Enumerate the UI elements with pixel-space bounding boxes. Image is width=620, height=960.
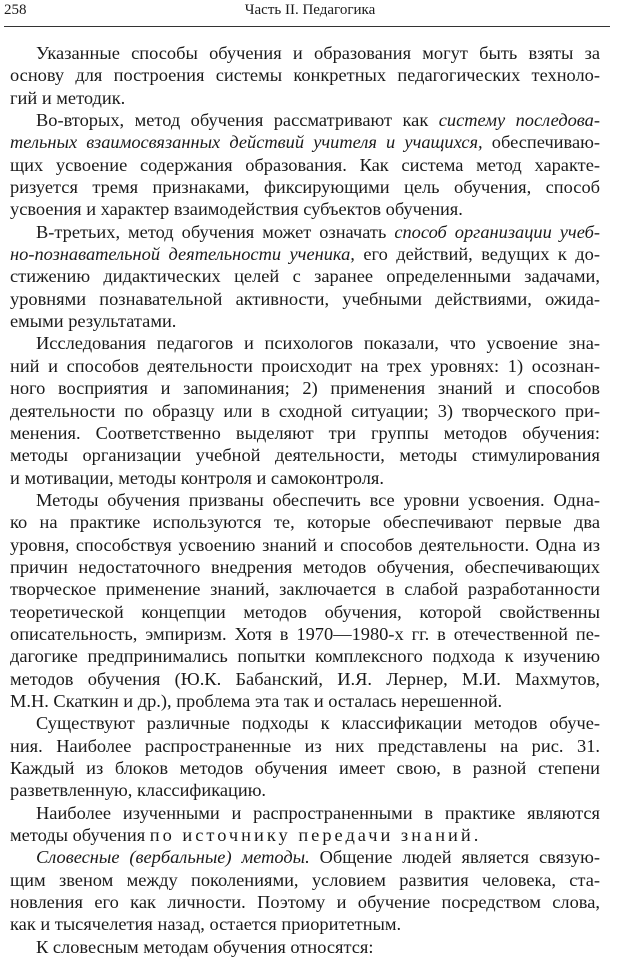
text-line	[10, 332, 600, 354]
page-number: 258	[4, 2, 27, 18]
text-line	[10, 735, 600, 757]
page-header	[0, 2, 620, 24]
text-line	[10, 846, 600, 868]
text-line	[10, 400, 600, 422]
text-line	[10, 176, 600, 198]
text-line	[10, 578, 600, 600]
text-line	[10, 489, 600, 511]
text-segment: Каждый из блоков методов обучения имеет свою, в разной степени	[10, 758, 600, 778]
text-line	[10, 64, 600, 86]
text-segment: усвоения и характер взаимодействия субъектов обучения.	[10, 199, 463, 220]
text-segment: Общение людей является связую-	[309, 847, 600, 868]
text-line	[10, 511, 600, 533]
text-segment: К словесным методам обучения относятся:	[36, 936, 374, 957]
text-line	[10, 444, 600, 466]
text-segment: ного восприятия и запоминания; 2) применения знаний и способов	[10, 378, 600, 399]
text-segment: Наиболее изученными и распространенными в практике являются	[36, 802, 600, 823]
text-line	[10, 869, 600, 891]
text-line	[10, 556, 600, 578]
text-line	[10, 154, 600, 176]
text-line	[10, 198, 600, 220]
text-line	[10, 645, 600, 667]
running-head: Часть II. Педагогика	[244, 2, 376, 18]
header-rule	[4, 26, 610, 27]
text-segment: как и тысячелетия назад, остается приоритетным.	[10, 914, 402, 935]
text-segment: новления его как личности. Поэтому и обучение посредством слова,	[10, 892, 600, 913]
text-line	[10, 936, 600, 958]
text-line	[10, 891, 600, 913]
text-segment: Исследования педагогов и психологов показали, что усвоение зна-	[36, 333, 600, 354]
text-line	[10, 467, 600, 489]
text-segment: разветвленную, классификацию.	[10, 780, 267, 801]
text-segment: дагогике предпринимались попытки комплексного подхода к изучению	[10, 646, 600, 667]
text-segment: Указанные способы обучения и образования могут быть взяты за	[36, 43, 600, 63]
text-segment: ния. Наиболее распространенные из них представлены на рис. 31.	[10, 735, 600, 756]
text-line	[10, 42, 600, 64]
text-line	[10, 131, 600, 153]
italic-text: Словесные (вербальные) методы.	[36, 847, 310, 868]
text-line	[10, 310, 600, 332]
text-segment: методы организации учебной деятельности, методы стимулирования	[10, 445, 600, 466]
text-line	[10, 87, 600, 109]
text-line	[10, 757, 600, 779]
italic-text: систему последова-	[438, 110, 600, 131]
text-line	[10, 534, 600, 556]
text-line	[10, 690, 600, 712]
text-line	[10, 288, 600, 310]
spaced-text: по источнику передачи знаний.	[149, 825, 482, 846]
text-segment: ризуется тремя признаками, фиксирующими цель обучения, способ	[10, 177, 600, 198]
text-line	[10, 265, 600, 287]
text-segment: В-третьих, метод обучения может означать	[36, 221, 395, 242]
text-segment: методы обучения	[10, 825, 150, 846]
text-segment: М.Н. Скаткин и др.), проблема эта так и осталась нерешенной.	[10, 690, 503, 711]
text-segment: емыми результатами.	[10, 311, 177, 332]
text-segment: основу для построения системы конкретных педагогических техноло-	[10, 65, 600, 86]
text-line	[10, 712, 600, 734]
italic-text: но-познавательной деятельности ученика,	[10, 244, 355, 265]
text-segment: уровня, способствуя усвоению знаний и способов деятельности. Одна из	[10, 534, 600, 555]
text-segment: ний и способов деятельности происходит на трех уровнях: 1) осознан-	[10, 355, 600, 376]
text-line	[10, 802, 600, 824]
text-line	[10, 109, 600, 131]
text-line	[10, 355, 600, 377]
text-segment: щих усвоение содержания образования. Как система метод характе-	[10, 154, 600, 175]
text-segment: Существуют различные подходы к классификации методов обуче-	[36, 713, 600, 734]
text-segment: Методы обучения призваны обеспечить все уровни усвоения. Одна-	[36, 489, 600, 510]
text-segment: теоретической концепции методов обучения, которой свойственны	[10, 601, 600, 622]
italic-text: тельных взаимосвязанных действий учителя и учащихся,	[10, 132, 483, 153]
text-line	[10, 377, 600, 399]
text-segment: стижению дидактических целей с заранее определенными задачами,	[10, 266, 600, 287]
text-line	[10, 913, 600, 935]
text-segment: методов обучения (Ю.К. Бабанский, И.Я. Лернер, М.И. Махмутов,	[10, 668, 600, 689]
text-segment: менения. Соответственно выделяют три группы методов обучения:	[10, 422, 600, 443]
text-segment: и мотивации, методы контроля и самоконтроля.	[10, 467, 384, 488]
text-segment: ко на практике используются те, которые обеспечивают первые два	[10, 512, 600, 533]
text-segment: обеспечиваю-	[482, 132, 600, 153]
text-line	[10, 668, 600, 690]
page-body	[10, 42, 600, 958]
text-segment: щим звеном между поколениями, условием развития человека, ста-	[10, 869, 600, 890]
text-line	[10, 623, 600, 645]
italic-text: способ организации учеб-	[394, 221, 600, 242]
text-segment: гий и методик.	[10, 87, 126, 108]
text-segment: описательность, эмпиризм. Хотя в 1970—1980-х гг. в отечественной пе-	[10, 623, 600, 644]
text-line	[10, 422, 600, 444]
text-line	[10, 601, 600, 623]
text-line	[10, 779, 600, 801]
text-segment: деятельности по образцу или в сходной ситуации; 3) творческого при-	[10, 400, 600, 421]
text-line	[10, 221, 600, 243]
text-segment: уровнями познавательной активности, учебными действиями, ожида-	[10, 288, 600, 309]
text-line	[10, 243, 600, 265]
text-line	[10, 824, 600, 846]
text-segment: его действий, ведущих к до-	[354, 244, 600, 265]
text-segment: творческое применение знаний, заключается в слабой разработанности	[10, 579, 600, 600]
text-segment: Во-вторых, метод обучения рассматривают как	[36, 110, 439, 131]
text-segment: причин недостаточного внедрения методов обучения, обеспечивающих	[10, 556, 600, 577]
